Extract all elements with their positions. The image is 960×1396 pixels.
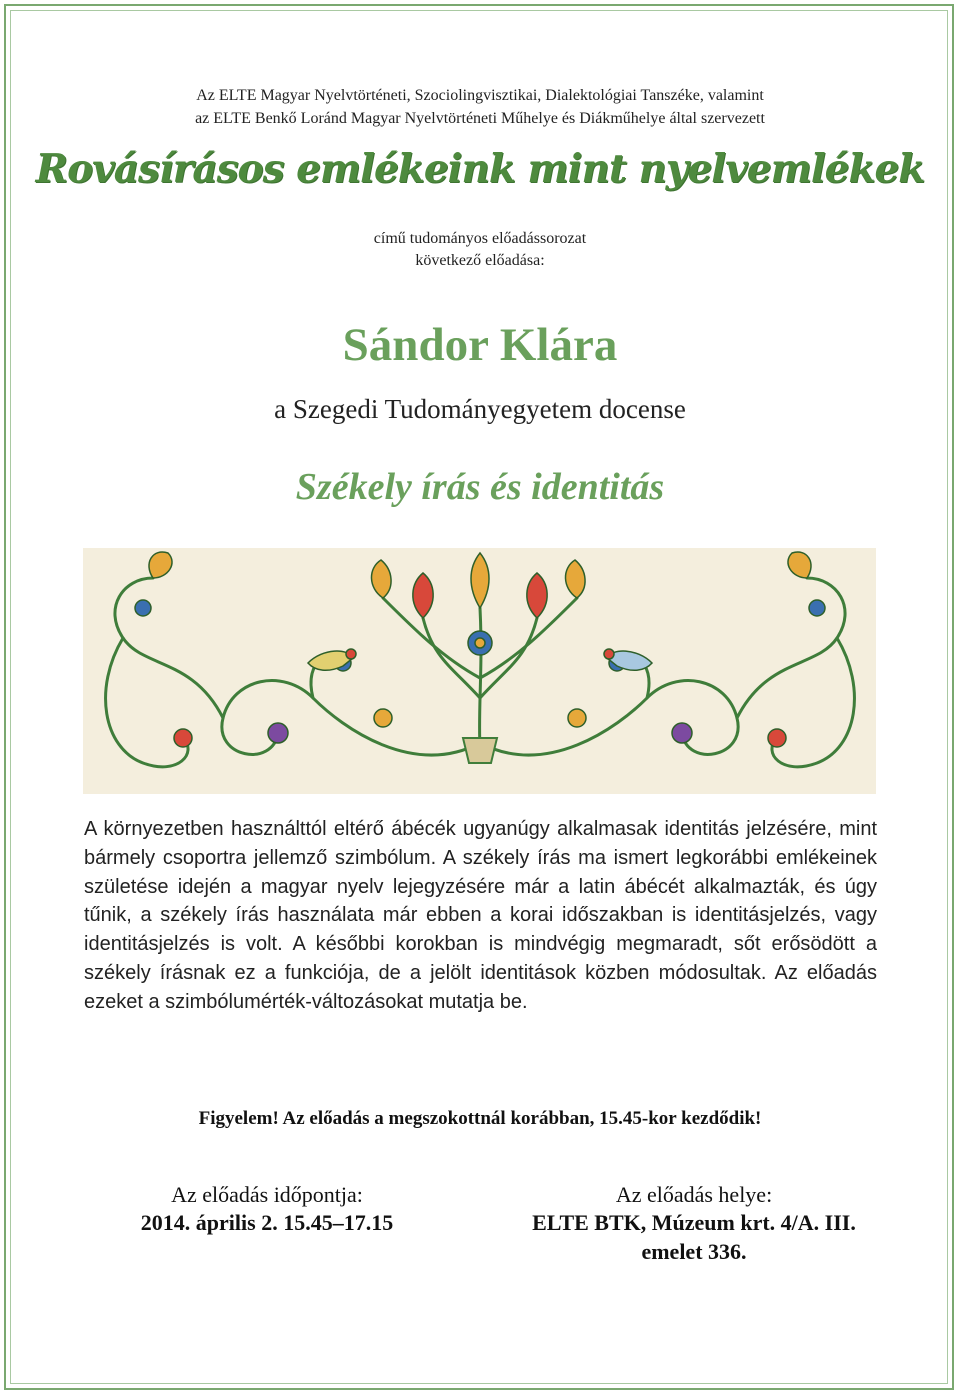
organizer-text (0, 84, 960, 130)
lecture-time-label: Az előadás időpontja: (171, 1182, 363, 1207)
notice-text: Figyelem! Az előadás a megszokottnál korábban, 15.45-kor kezdődik! (198, 1108, 762, 1129)
lecture-place-value-line-1: ELTE BTK, Múzeum krt. 4/A. III. (532, 1210, 856, 1235)
subtitle-line-2: következő előadása: (415, 252, 545, 269)
series-title: Rovásírásos emlékeink mint nyelvemlékek (35, 146, 925, 192)
lecture-place-label: Az előadás helye: (615, 1182, 773, 1207)
organizer-line-1: Az ELTE Magyar Nyelvtörténeti, Szociolingvisztikai, Dialektológiai Tanszéke, valamint (196, 87, 764, 104)
lecture-time-block (106, 1181, 428, 1237)
lecture-time-value: 2014. április 2. 15.45–17.15 (140, 1210, 394, 1235)
abstract-text: A környezetben használttól eltérő ábécék ugyanúgy alkalmasak identitás jelzésére, mint bármely csoportra jellemző szimbólum. A székely írás ma ismert legkorábbi emlékeinek születése idején a magyar nyelv lejegyzésére már a latin ábécét alkalmazták, és úgy tűnik, a székely írás használata már ebben a korai időszakban is identitásjelzés, vagy identitásjelzés is volt. A későbbi korokban is mindvégig megmaradt, sőt erősödött a székely írásnak ez a funkciója, de a jelölt identitások közben módosultak. Az előadás ezeket a szimbólumérték-változásokat mutatja be. (84, 818, 877, 1013)
lecture-title: Székely írás és identitás (295, 466, 665, 508)
speaker-affiliation: a Szegedi Tudományegyetem docense (274, 394, 686, 424)
series-subtitle (0, 228, 960, 272)
organizer-line-2: az ELTE Benkő Loránd Magyar Nyelvtörténeti Műhelye és Diákműhelye által szervezett (195, 110, 765, 127)
subtitle-line-1: című tudományos előadássorozat (373, 230, 587, 247)
lecture-place-value-line-2: emelet 336. (641, 1239, 747, 1264)
lecture-place-block (494, 1181, 894, 1266)
floral-ornament-image (83, 548, 876, 794)
speaker-name: Sándor Klára (342, 319, 618, 371)
